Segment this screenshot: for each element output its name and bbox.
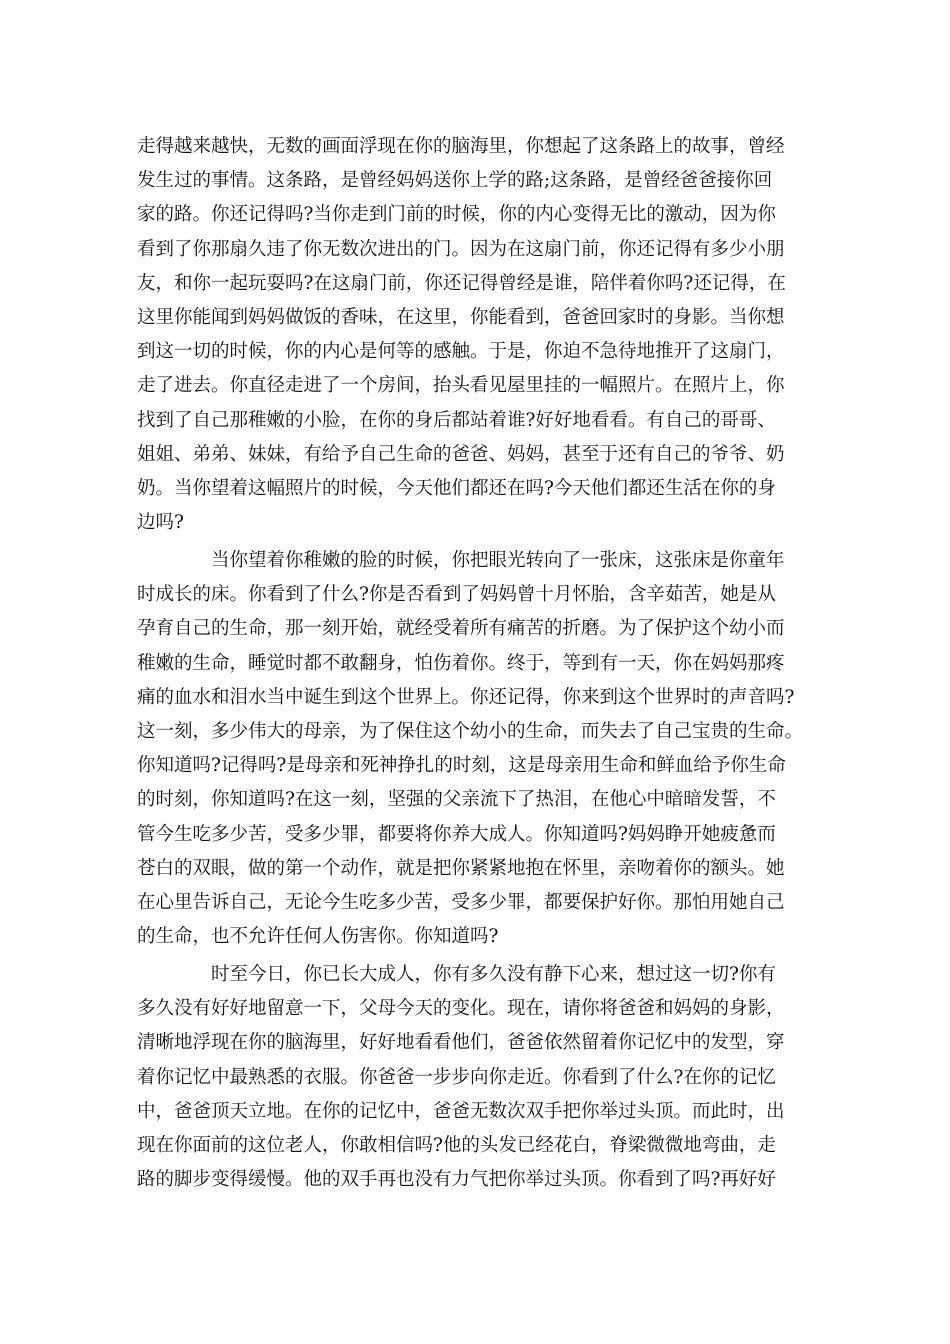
paragraph-2-line-6: 这一刻，多少伟大的母亲，为了保住这个幼小的生命，而失去了自己宝贵的生命。 xyxy=(137,720,804,742)
paragraph-1-line-12: 边吗? xyxy=(137,512,184,534)
paragraph-1-line-1: 走得越来越快，无数的画面浮现在你的脑海里，你想起了这条路上的故事，曾经 xyxy=(137,136,785,157)
paragraph-2-line-2: 时成长的床。你看到了什么?你是否看到了妈妈曾十月怀胎，含辛茹苦，她是从 xyxy=(137,584,776,606)
paragraph-1-line-9: 找到了自己那稚嫩的小脸，在你的身后都站着谁?好好地看看。有自己的哥哥、 xyxy=(137,409,776,431)
paragraph-2-line-4: 稚嫩的生命，睡觉时都不敢翻身，怕伤着你。终于，等到有一天，你在妈妈那疼 xyxy=(137,652,785,674)
paragraph-1-line-5: 友，和你一起玩耍吗?在这扇门前，你还记得曾经是谁，陪伴着你吗?还记得，在 xyxy=(137,272,786,294)
paragraph-1-line-11: 奶。当你望着这幅照片的时候，今天他们都还在吗?今天他们都还生活在你的身 xyxy=(137,477,776,499)
paragraph-3 xyxy=(137,958,817,1197)
paragraph-1 xyxy=(137,130,817,540)
paragraph-2-line-9: 管今生吃多少苦，受多少罪，都要将你养大成人。你知道吗?妈妈睁开她疲惫而 xyxy=(137,823,776,845)
paragraph-1-line-2: 发生过的事情。这条路，是曾经妈妈送你上学的路;这条路，是曾经爸爸接你回 xyxy=(137,170,773,192)
paragraph-3-line-3: 清晰地浮现在你的脑海里，好好地看看他们，爸爸依然留着你记忆中的发型，穿 xyxy=(137,1032,785,1054)
paragraph-2-line-1: 当你望着你稚嫩的脸的时候，你把眼光转向了一张床，这张床是你童年 xyxy=(211,550,785,571)
paragraph-1-line-7: 到这一切的时候，你的内心是何等的感触。于是，你迫不急待地推开了这扇门， xyxy=(137,341,785,363)
paragraph-2-line-3: 孕育自己的生命，那一刻开始，就经受着所有痛苦的折磨。为了保护这个幼小而 xyxy=(137,618,785,640)
paragraph-3-line-6: 现在你面前的这位老人，你敢相信吗?他的头发已经花白，脊梁微微地弯曲，走 xyxy=(137,1134,776,1156)
paragraph-3-line-1: 时至今日，你已长大成人，你有多久没有静下心来，想过这一切?你有 xyxy=(211,964,776,985)
paragraph-2-line-7: 你知道吗?记得吗?是母亲和死神挣扎的时刻，这是母亲用生命和鲜血给予你生命 xyxy=(137,755,786,777)
paragraph-3-line-2: 多久没有好好地留意一下，父母今天的变化。现在，请你将爸爸和妈妈的身影， xyxy=(137,998,785,1020)
paragraph-1-line-6: 这里你能闻到妈妈做饭的香味，在这里，你能看到，爸爸回家时的身影。当你想 xyxy=(137,306,785,328)
paragraph-3-line-7: 路的脚步变得缓慢。他的双手再也没有力气把你举过头顶。你看到了吗?再好好 xyxy=(137,1169,776,1191)
paragraph-2-line-8: 的时刻，你知道吗?在这一刻，坚强的父亲流下了热泪，在他心中暗暗发誓，不 xyxy=(137,789,776,811)
paragraph-1-line-4: 看到了你那扇久违了你无数次进出的门。因为在这扇门前，你还记得有多少小朋 xyxy=(137,238,785,260)
paragraph-2 xyxy=(137,544,817,954)
paragraph-1-line-10: 姐姐、弟弟、妹妹，有给予自己生命的爸爸、妈妈，甚至于还有自己的爷爷、奶 xyxy=(137,443,785,465)
paragraph-3-line-4: 着你记忆中最熟悉的衣服。你爸爸一步步向你走近。你看到了什么?在你的记忆 xyxy=(137,1066,776,1088)
paragraph-1-line-8: 走了进去。你直径走进了一个房间，抬头看见屋里挂的一幅照片。在照片上，你 xyxy=(137,375,785,397)
paragraph-2-line-5: 痛的血水和泪水当中诞生到这个世界上。你还记得，你来到这个世界时的声音吗? xyxy=(137,686,795,708)
paragraph-2-line-11: 在心里告诉自己，无论今生吃多少苦，受多少罪，都要保护好你。那怕用她自己 xyxy=(137,891,785,913)
paragraph-2-line-10: 苍白的双眼，做的第一个动作，就是把你紧紧地抱在怀里，亲吻着你的额头。她 xyxy=(137,857,785,879)
paragraph-1-line-3: 家的路。你还记得吗?当你走到门前的时候，你的内心变得无比的激动，因为你 xyxy=(137,204,776,226)
paragraph-2-line-12: 的生命，也不允许任何人伤害你。你知道吗? xyxy=(137,926,499,948)
paragraph-3-line-5: 中，爸爸顶天立地。在你的记忆中，爸爸无数次双手把你举过头顶。而此时，出 xyxy=(137,1100,785,1122)
